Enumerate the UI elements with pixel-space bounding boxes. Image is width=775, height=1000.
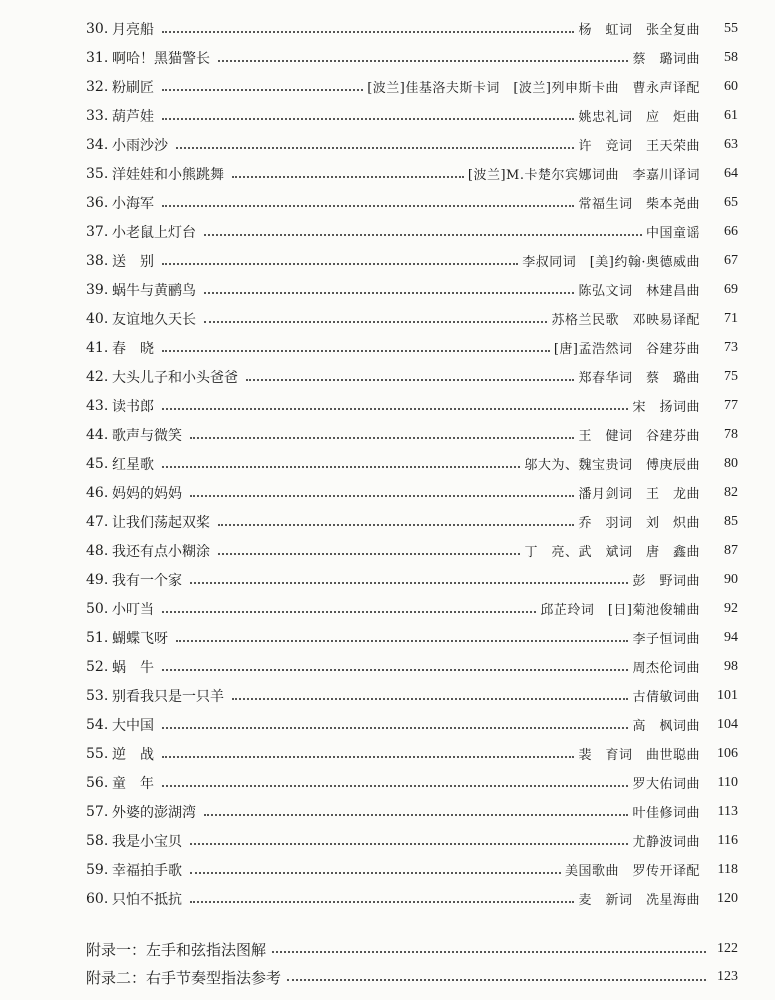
toc-entry	[86, 246, 738, 275]
page-number: 87	[724, 542, 738, 558]
toc-entry	[86, 565, 738, 594]
page-number: 85	[724, 513, 738, 529]
page-number: 66	[724, 223, 738, 239]
appendix-entry	[86, 963, 738, 991]
dot-leader	[287, 979, 706, 981]
dot-leader	[190, 901, 574, 903]
page-number: 80	[724, 455, 738, 471]
entry-number: 32.	[86, 78, 109, 95]
entry-number: 47.	[86, 513, 109, 530]
entry-number: 54.	[86, 716, 109, 733]
dot-leader	[204, 292, 574, 294]
entry-number: 33.	[86, 107, 109, 124]
toc-entry	[86, 449, 738, 478]
song-credit: 罗大佑词曲	[632, 777, 700, 792]
song-title: 大中国	[112, 717, 154, 734]
toc-entry	[86, 159, 738, 188]
dot-leader	[162, 727, 628, 729]
page-number: 64	[724, 165, 738, 181]
page-number: 98	[724, 658, 738, 674]
toc-entry	[86, 43, 738, 72]
entry-number: 60.	[86, 890, 109, 907]
dot-leader	[176, 147, 574, 149]
dot-leader	[162, 611, 536, 613]
toc-entry	[86, 536, 738, 565]
song-credit: [波兰]M.卡楚尔宾娜词曲 李嘉川译词	[467, 168, 700, 183]
toc-entry	[86, 101, 738, 130]
entry-number: 50.	[86, 600, 109, 617]
song-title: 外婆的澎湖湾	[112, 804, 196, 821]
song-credit: 古倩敏词曲	[632, 690, 700, 705]
entry-number: 56.	[86, 774, 109, 791]
page-number: 65	[724, 194, 738, 210]
entry-number: 51.	[86, 629, 109, 646]
song-credit: 裴 育词 曲世聪曲	[578, 748, 700, 763]
entry-number: 52.	[86, 658, 109, 675]
dot-leader	[190, 437, 574, 439]
song-credit: 中国童谣	[645, 226, 700, 241]
toc-entry	[86, 14, 738, 43]
song-title: 我还有点小糊涂	[112, 543, 210, 560]
page-number: 106	[717, 745, 738, 761]
toc-list	[86, 14, 738, 913]
song-credit: 叶佳修词曲	[632, 806, 700, 821]
entry-number: 36.	[86, 194, 109, 211]
page-number: 94	[724, 629, 738, 645]
page-number: 61	[724, 107, 738, 123]
appendix-entry	[86, 935, 738, 963]
page-number: 60	[724, 78, 738, 94]
page-number: 123	[717, 969, 738, 984]
toc-entry	[86, 478, 738, 507]
page-number: 63	[724, 136, 738, 152]
page-number: 75	[724, 368, 738, 384]
toc-entry	[86, 594, 738, 623]
appendix-list	[86, 935, 738, 991]
song-credit: 郑春华词 蔡 璐曲	[578, 371, 700, 386]
dot-leader	[162, 118, 574, 120]
toc-entry	[86, 420, 738, 449]
toc-entry	[86, 681, 738, 710]
song-title: 妈妈的妈妈	[112, 485, 182, 502]
toc-entry	[86, 768, 738, 797]
dot-leader	[162, 89, 363, 91]
song-credit: [波兰]佳基洛夫斯卡词 [波兰]列申斯卡曲 曹永声译配	[367, 81, 700, 96]
song-title: 我是小宝贝	[112, 833, 182, 850]
entry-number: 49.	[86, 571, 109, 588]
page-number: 67	[724, 252, 738, 268]
entry-number: 40.	[86, 310, 109, 327]
song-title: 春 晓	[112, 340, 154, 357]
toc-entry	[86, 652, 738, 681]
page-number: 113	[717, 803, 738, 819]
song-title: 小雨沙沙	[112, 137, 168, 154]
song-credit: 乔 羽词 刘 炽曲	[578, 516, 700, 531]
dot-leader	[162, 785, 628, 787]
song-title: 逆 战	[112, 746, 154, 763]
entry-number: 45.	[86, 455, 109, 472]
song-credit: 杨 虹词 张全复曲	[578, 23, 700, 38]
dot-leader	[232, 176, 464, 178]
toc-entry	[86, 304, 738, 333]
dot-leader	[204, 321, 547, 323]
song-credit: 周杰伦词曲	[632, 661, 700, 676]
dot-leader	[190, 582, 628, 584]
song-title: 蜗 牛	[112, 659, 154, 676]
song-credit: 许 竞词 王天荣曲	[578, 139, 700, 154]
song-title: 大头儿子和小头爸爸	[112, 369, 238, 386]
song-title: 别看我只是一只羊	[112, 688, 224, 705]
page-number: 122	[717, 941, 738, 956]
song-credit: 潘月剑词 王 龙曲	[578, 487, 700, 502]
song-credit: 邱芷玲词 [日]菊池俊辅曲	[540, 603, 700, 618]
entry-number: 31.	[86, 49, 109, 66]
song-title: 读书郎	[112, 398, 154, 415]
entry-number: 48.	[86, 542, 109, 559]
dot-leader	[272, 951, 706, 953]
dot-leader	[218, 553, 520, 555]
song-title: 幸福拍手歌	[112, 862, 182, 879]
toc-entry	[86, 217, 738, 246]
entry-number: 57.	[86, 803, 109, 820]
dot-leader	[232, 698, 628, 700]
appendix-title: 附录二：右手节奏型指法参考	[86, 968, 282, 987]
dot-leader	[162, 466, 520, 468]
page-number: 120	[717, 890, 738, 906]
page-number: 92	[724, 600, 738, 616]
dot-leader	[162, 31, 574, 33]
dot-leader	[162, 205, 574, 207]
toc-entry	[86, 362, 738, 391]
entry-number: 42.	[86, 368, 109, 385]
song-title: 小海军	[112, 195, 154, 212]
entry-number: 59.	[86, 861, 109, 878]
dot-leader	[204, 814, 628, 816]
toc-entry	[86, 507, 738, 536]
dot-leader	[162, 350, 550, 352]
entry-number: 39.	[86, 281, 109, 298]
song-title: 歌声与微笑	[112, 427, 182, 444]
song-title: 月亮船	[112, 21, 154, 38]
dot-leader	[218, 524, 574, 526]
toc-entry	[86, 623, 738, 652]
song-title: 洋娃娃和小熊跳舞	[112, 166, 224, 183]
page-number: 78	[724, 426, 738, 442]
page-number: 55	[724, 20, 738, 36]
entry-number: 58.	[86, 832, 109, 849]
song-credit: 美国歌曲 罗传开译配	[564, 864, 700, 879]
song-title: 小老鼠上灯台	[112, 224, 196, 241]
song-title: 葫芦娃	[112, 108, 154, 125]
page-number: 58	[724, 49, 738, 65]
entry-number: 38.	[86, 252, 109, 269]
song-credit: [唐]孟浩然词 谷建芬曲	[553, 342, 700, 357]
entry-number: 34.	[86, 136, 109, 153]
dot-leader	[190, 843, 628, 845]
dot-leader	[162, 263, 518, 265]
entry-number: 37.	[86, 223, 109, 240]
song-title: 红星歌	[112, 456, 154, 473]
song-credit: 蔡 璐词曲	[632, 52, 700, 67]
toc-entry	[86, 130, 738, 159]
song-credit: 宋 扬词曲	[632, 400, 700, 415]
dot-leader	[190, 495, 574, 497]
toc-entry	[86, 275, 738, 304]
song-credit: 王 健词 谷建芬曲	[578, 429, 700, 444]
song-credit: 陈弘文词 林建昌曲	[578, 284, 700, 299]
page-number: 77	[724, 397, 738, 413]
toc-entry	[86, 855, 738, 884]
song-title: 只怕不抵抗	[112, 891, 182, 908]
entry-number: 53.	[86, 687, 109, 704]
page-number: 71	[724, 310, 738, 326]
song-title: 蜗牛与黄鹂鸟	[112, 282, 196, 299]
entry-number: 55.	[86, 745, 109, 762]
entry-number: 43.	[86, 397, 109, 414]
song-credit: 苏格兰民歌 邓映易译配	[551, 313, 700, 328]
song-title: 粉刷匠	[112, 79, 154, 96]
song-credit: 姚忠礼词 应 炬曲	[578, 110, 700, 125]
song-title: 让我们荡起双桨	[112, 514, 210, 531]
song-title: 送 别	[112, 253, 154, 270]
appendix-title: 附录一：左手和弦指法图解	[86, 940, 267, 959]
song-title: 童 年	[112, 775, 154, 792]
song-credit: 麦 新词 冼星海曲	[578, 893, 700, 908]
dot-leader	[176, 640, 628, 642]
dot-leader	[162, 756, 574, 758]
page-number: 82	[724, 484, 738, 500]
page-number: 101	[717, 687, 738, 703]
toc-entry	[86, 72, 738, 101]
entry-number: 35.	[86, 165, 109, 182]
entry-number: 46.	[86, 484, 109, 501]
dot-leader	[190, 872, 561, 874]
dot-leader	[218, 60, 628, 62]
toc-entry	[86, 884, 738, 913]
page-number: 118	[717, 861, 738, 877]
toc-entry	[86, 797, 738, 826]
entry-number: 41.	[86, 339, 109, 356]
dot-leader	[246, 379, 574, 381]
page-number: 110	[717, 774, 738, 790]
song-credit: 常福生词 柴本尧曲	[578, 197, 700, 212]
toc-entry	[86, 739, 738, 768]
toc-entry	[86, 710, 738, 739]
song-title: 友谊地久天长	[112, 311, 196, 328]
page-number: 90	[724, 571, 738, 587]
song-credit: 尤静波词曲	[632, 835, 700, 850]
dot-leader	[162, 669, 628, 671]
entry-number: 30.	[86, 20, 109, 37]
page-number: 73	[724, 339, 738, 355]
toc-entry	[86, 188, 738, 217]
song-credit: 彭 野词曲	[632, 574, 700, 589]
page-number: 116	[717, 832, 738, 848]
song-credit: 邬大为、魏宝贵词 傅庚辰曲	[524, 458, 700, 473]
dot-leader	[204, 234, 642, 236]
toc-entry	[86, 826, 738, 855]
dot-leader	[162, 408, 628, 410]
song-credit: 高 枫词曲	[632, 719, 700, 734]
entry-number: 44.	[86, 426, 109, 443]
song-credit: 丁 亮、武 斌词 唐 鑫曲	[524, 545, 700, 560]
song-title: 蝴蝶飞呀	[112, 630, 168, 647]
song-title: 啊哈！黑猫警长	[112, 50, 210, 67]
page-number: 69	[724, 281, 738, 297]
toc-entry	[86, 333, 738, 362]
song-title: 小叮当	[112, 601, 154, 618]
toc-entry	[86, 391, 738, 420]
song-title: 我有一个家	[112, 572, 182, 589]
song-credit: 李子恒词曲	[632, 632, 700, 647]
page-number: 104	[717, 716, 738, 732]
song-credit: 李叔同词 [美]约翰·奥德威曲	[522, 255, 700, 270]
